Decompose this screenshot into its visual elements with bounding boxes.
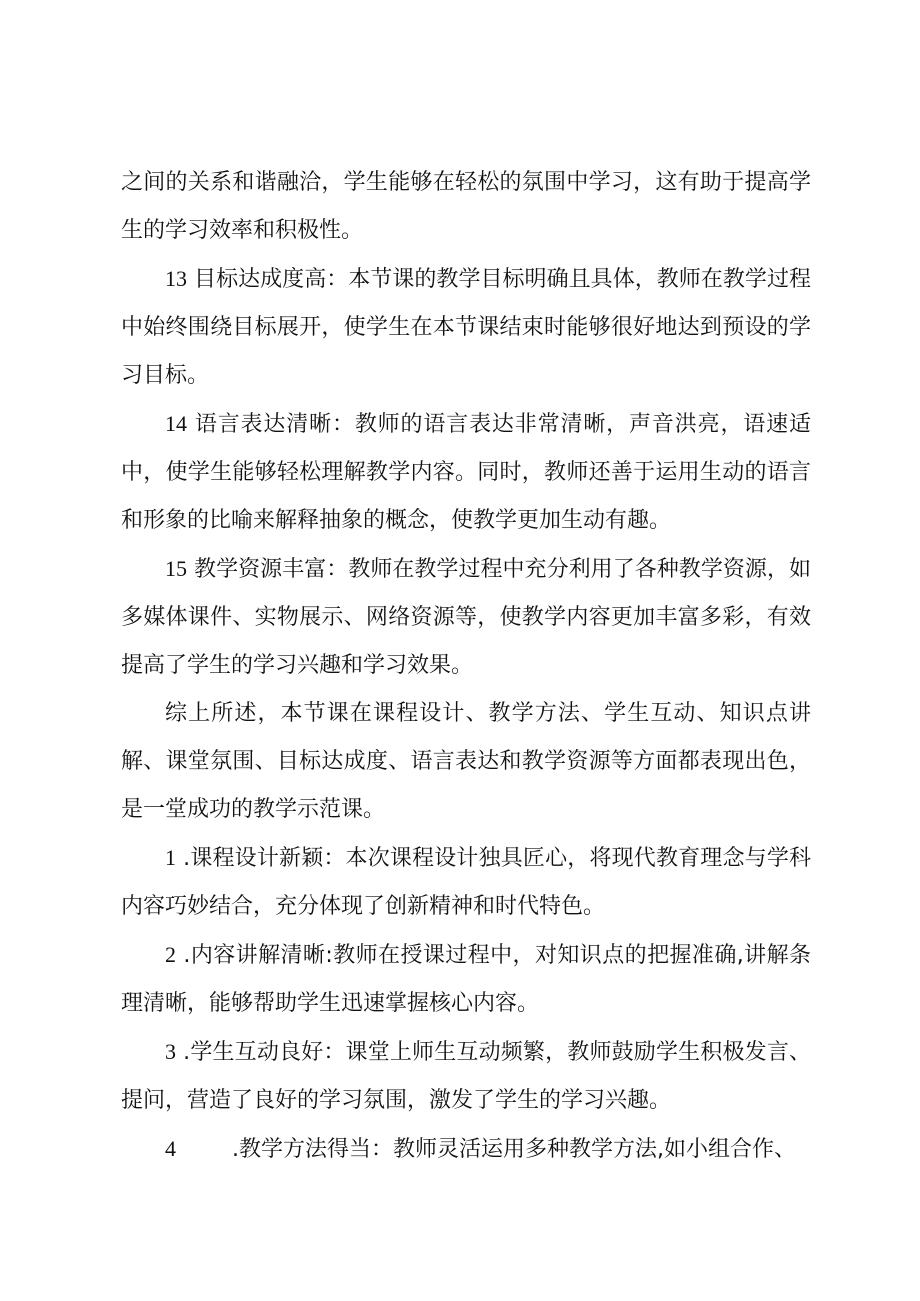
paragraph-text: .课程设计新颖：本次课程设计独具匠心，将现代教育理念与学科内容巧妙结合，充分体现了创新精神和时代特色。 (121, 846, 811, 919)
paragraph-text: 语言表达清晰：教师的语言表达非常清晰，声音洪亮，语速适中，使学生能够轻松理解教学内容。同时，教师还善于运用生动的语言和形象的比喻来解释抽象的概念，使教学更加生动有趣。 (121, 412, 811, 533)
item-number: 13 (165, 266, 187, 291)
paragraph-item-4 (121, 1125, 811, 1174)
paragraph-item-3 (121, 1028, 811, 1125)
paragraph-item-1 (121, 834, 811, 931)
paragraph-text: .教学方法得当：教师灵活运用多种教学方法,如小组合作、 (232, 1137, 796, 1162)
item-number: 14 (165, 411, 187, 436)
paragraph-item-13 (121, 255, 811, 400)
paragraph-summary (121, 690, 811, 834)
paragraph-item-2 (121, 931, 811, 1028)
paragraph-text: 教学资源丰富：教师在教学过程中充分利用了各种教学资源，如多媒体课件、实物展示、网络资源等，使教学内容更加丰富多彩，有效提高了学生的学习兴趣和学习效果。 (121, 557, 811, 678)
item-number: 4 (165, 1136, 176, 1161)
item-number: 3 (165, 1039, 176, 1064)
item-number: 15 (165, 556, 187, 581)
paragraph-item-15 (121, 545, 811, 690)
item-number: 2 (165, 942, 176, 967)
paragraph-text: 综上所述，本节课在课程设计、教学方法、学生互动、知识点讲解、课堂氛围、目标达成度、语言表达和教学资源等方面都表现出色，是一堂成功的教学示范课。 (121, 701, 811, 822)
paragraph-continuation (121, 159, 811, 255)
paragraph-text: 之间的关系和谐融洽，学生能够在轻松的氛围中学习，这有助于提高学生的学习效率和积极性。 (121, 170, 811, 243)
paragraph-text: 目标达成度高：本节课的教学目标明确且具体，教师在教学过程中始终围绕目标展开，使学生在本节课结束时能够很好地达到预设的学习目标。 (121, 267, 811, 388)
item-number: 1 (165, 845, 176, 870)
paragraph-text: .内容讲解清晰:教师在授课过程中，对知识点的把握准确,讲解条理清晰，能够帮助学生迅速掌握核心内容。 (121, 943, 811, 1016)
paragraph-item-14 (121, 400, 811, 545)
document-body (121, 159, 811, 1174)
paragraph-text: .学生互动良好：课堂上师生互动频繁，教师鼓励学生积极发言、提问，营造了良好的学习氛围，激发了学生的学习兴趣。 (121, 1040, 811, 1113)
